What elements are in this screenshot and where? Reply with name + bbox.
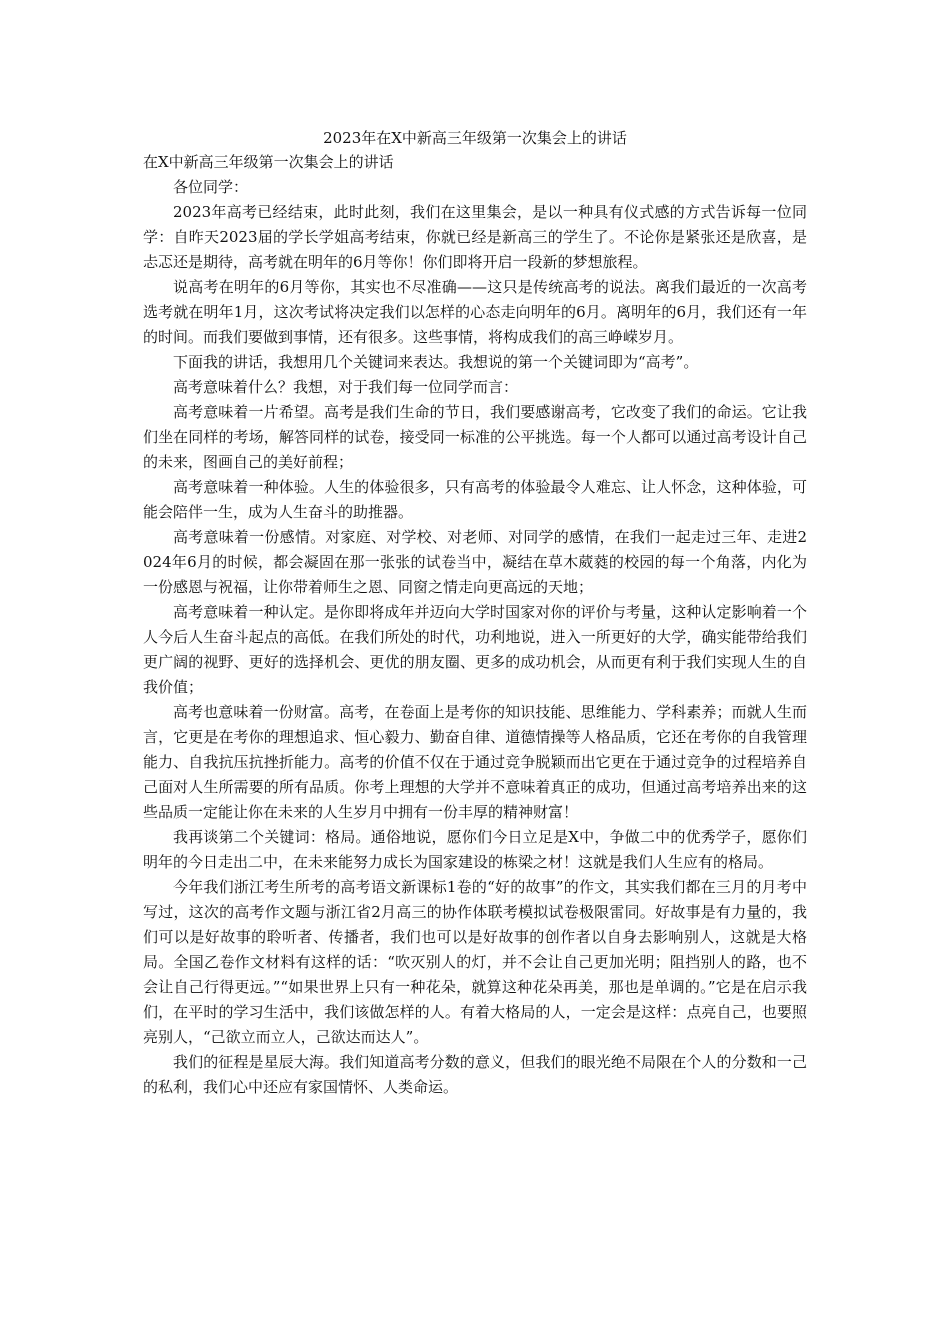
paragraph: 高考意味着一种认定。是你即将成年并迈向大学时国家对你的评价与考量，这种认定影响着一个人今后人生奋斗起点的高低。在我们所处的时代，功利地说，进入一所更好的大学，确实能带给我们更广阔的视野、更好的选择机会、更优的朋友圈、更多的成功机会，从而更有利于我们实现人生的自我价值； — [143, 603, 807, 696]
document-body — [143, 150, 807, 1100]
greeting: 各位同学： — [173, 178, 249, 196]
paragraph: 说高考在明年的6月等你，其实也不尽准确——这只是传统高考的说法。离我们最近的一次高考选考就在明年1月，这次考试将决定我们以怎样的心态走向明年的6月。离明年的6月，我们还有一年的时间。而我们要做到事情，还有很多。这些事情，将构成我们的高三峥嵘岁月。 — [143, 278, 807, 346]
paragraph: 2023年高考已经结束，此时此刻，我们在这里集会，是以一种具有仪式感的方式告诉每一位同学：自昨天2023届的学长学姐高考结束，你就已经是新高三的学生了。不论你是紧张还是欣喜，是忐忑还是期待，高考就在明年的6月等你！你们即将开启一段新的梦想旅程。 — [143, 203, 807, 271]
paragraph: 高考意味着一种体验。人生的体验很多，只有高考的体验最令人难忘、让人怀念，这种体验，可能会陪伴一生，成为人生奋斗的助推器。 — [143, 478, 807, 521]
document-title: 2023年在X中新高三年级第一次集会上的讲话 — [323, 129, 627, 147]
paragraph: 高考也意味着一份财富。高考，在卷面上是考你的知识技能、思维能力、学科素养；而就人生而言，它更是在考你的理想追求、恒心毅力、勤奋自律、道德情操等人格品质，它还在考你的自我管理能力、自我抗压抗挫折能力。高考的价值不仅在于通过竞争脱颖而出它更在于通过竞争的过程培养自己面对人生所需要的所有品质。你考上理想的大学并不意味着真正的成功，但通过高考培养出来的这些品质一定能让你在未来的人生岁月中拥有一份丰厚的精神财富！ — [143, 703, 807, 821]
paragraph: 高考意味着一份感情。对家庭、对学校、对老师、对同学的感情，在我们一起走过三年、走进2024年6月的时候，都会凝固在那一张张的试卷当中，凝结在草木葳蕤的校园的每一个角落，内化为一份感恩与祝福，让你带着师生之恩、同窗之情走向更高远的天地； — [143, 528, 807, 596]
paragraph: 我们的征程是星辰大海。我们知道高考分数的意义，但我们的眼光绝不局限在个人的分数和一己的私利，我们心中还应有家国情怀、人类命运。 — [143, 1053, 807, 1096]
paragraph: 高考意味着什么？我想，对于我们每一位同学而言： — [173, 378, 519, 396]
paragraph: 今年我们浙江考生所考的高考语文新课标1卷的“好的故事”的作文，其实我们都在三月的月考中写过，这次的高考作文题与浙江省2月高三的协作体联考模拟试卷极限雷同。好故事是有力量的，我们可以是好故事的聆听者、传播者，我们也可以是好故事的创作者以自身去影响别人，这就是大格局。全国乙卷作文材料有这样的话：“吹灭别人的灯，并不会让自己更加光明；阻挡别人的路，也不会让自己行得更远。”“如果世界上只有一种花朵，就算这种花朵再美，那也是单调的。”它是在启示我们，在平时的学习生活中，我们该做怎样的人。有着大格局的人，一定会是这样：点亮自己，也要照亮别人，“己欲立而立人，己欲达而达人”。 — [143, 878, 807, 1046]
paragraph: 高考意味着一片希望。高考是我们生命的节日，我们要感谢高考，它改变了我们的命运。它让我们坐在同样的考场，解答同样的试卷，接受同一标准的公平挑选。每一个人都可以通过高考设计自己的未来，图画自己的美好前程； — [143, 403, 807, 471]
paragraph: 我再谈第二个关键词：格局。通俗地说，愿你们今日立足是X中，争做二中的优秀学子，愿你们明年的今日走出二中，在未来能努力成长为国家建设的栋梁之材！这就是我们人生应有的格局。 — [143, 828, 807, 871]
paragraph: 下面我的讲话，我想用几个关键词来表达。我想说的第一个关键词即为“高考”。 — [173, 353, 699, 371]
document-subtitle: 在X中新高三年级第一次集会上的讲话 — [143, 153, 394, 171]
